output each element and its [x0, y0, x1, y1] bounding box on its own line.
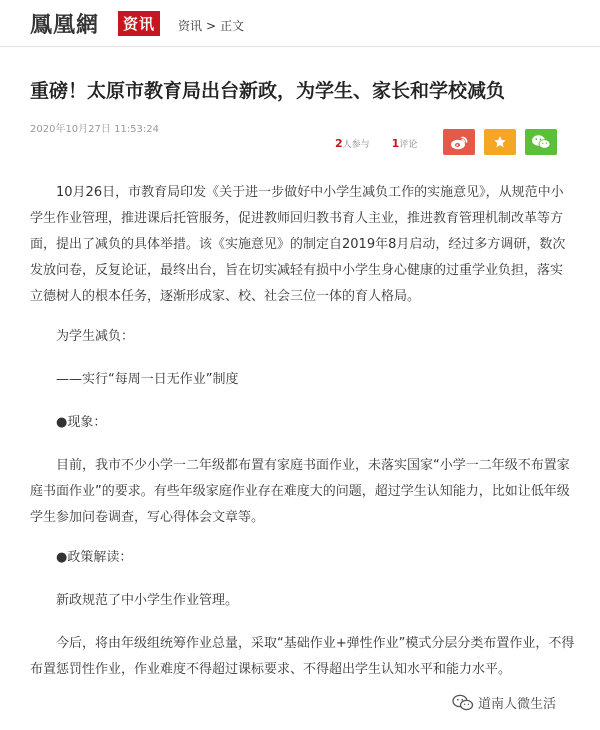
article-paragraph: 今后，将由年级组统筹作业总量，采取“基础作业+弹性作业”模式分层分类布置作业，不得布置惩罚性作业，作业难度不得超过课标要求、不得超出学生认知水平和能力水平。: [30, 636, 575, 677]
comments-count: 1: [391, 137, 400, 150]
share-weibo-button[interactable]: [443, 129, 475, 155]
weibo-icon: [450, 135, 468, 150]
participants-label: 人参与: [342, 140, 370, 150]
breadcrumb: [178, 17, 244, 34]
site-header: [0, 0, 600, 47]
article-body: [30, 180, 575, 697]
article-paragraph: 10月26日，市教育局印发《关于进一步做好中小学生减负工作的实施意见》，从规范中小学生作业管理，推进课后托管服务，促进教师回归教书育人主业，推进教育管理机制改革等方面，提出了减负的具体举措。该《实施意见》的制定自2019年8月启动，经过多方调研，数次发放问卷，反复论证，最终出台，旨在切实减轻有损中小学生身心健康的过重学业负担，落实立德树人的根本任务，逐渐形成家、校、社会三位一体的育人格局。: [30, 185, 566, 304]
comments-stat[interactable]: [391, 137, 418, 150]
article-paragraph: 新政规范了中小学生作业管理。: [56, 593, 239, 608]
watermark-text: 道南人微生活: [478, 697, 557, 712]
article-stats: [335, 137, 417, 150]
wechat-icon: [531, 134, 551, 150]
channel-badge[interactable]: 资讯: [118, 11, 160, 36]
site-logo[interactable]: 鳳凰網: [30, 12, 100, 38]
article-paragraph: ——实行“每周一日无作业”制度: [56, 372, 239, 387]
breadcrumb-separator: >: [206, 19, 217, 33]
star-icon: [493, 135, 507, 149]
share-wechat-button[interactable]: [525, 129, 557, 155]
watermark: [452, 693, 556, 712]
article-paragraph: ●政策解读：: [56, 550, 133, 565]
participants-count: 2: [335, 137, 343, 150]
participants-stat[interactable]: [335, 137, 370, 150]
wechat-outline-icon: [452, 694, 474, 712]
publish-date: 2020年10月27日 11:53:24: [30, 124, 159, 135]
article-paragraph: ●现象：: [56, 415, 107, 430]
favorite-button[interactable]: [484, 129, 516, 155]
breadcrumb-item-news[interactable]: 资讯: [178, 19, 203, 33]
article-paragraph: 为学生减负：: [56, 329, 135, 344]
article-paragraph: 目前，我市不少小学一二年级都布置有家庭书面作业，未落实国家“小学一二年级不布置家庭书面作业”的要求。有些年级家庭作业存在难度大的问题，超过学生认知能力，比如让低年级学生参加问卷调查，写心得体会文章等。: [30, 458, 570, 525]
comments-label: 评论: [399, 140, 418, 150]
article-title: 重磅！太原市教育局出台新政，为学生、家长和学校减负: [30, 80, 506, 102]
breadcrumb-item-article: 正文: [220, 19, 245, 33]
